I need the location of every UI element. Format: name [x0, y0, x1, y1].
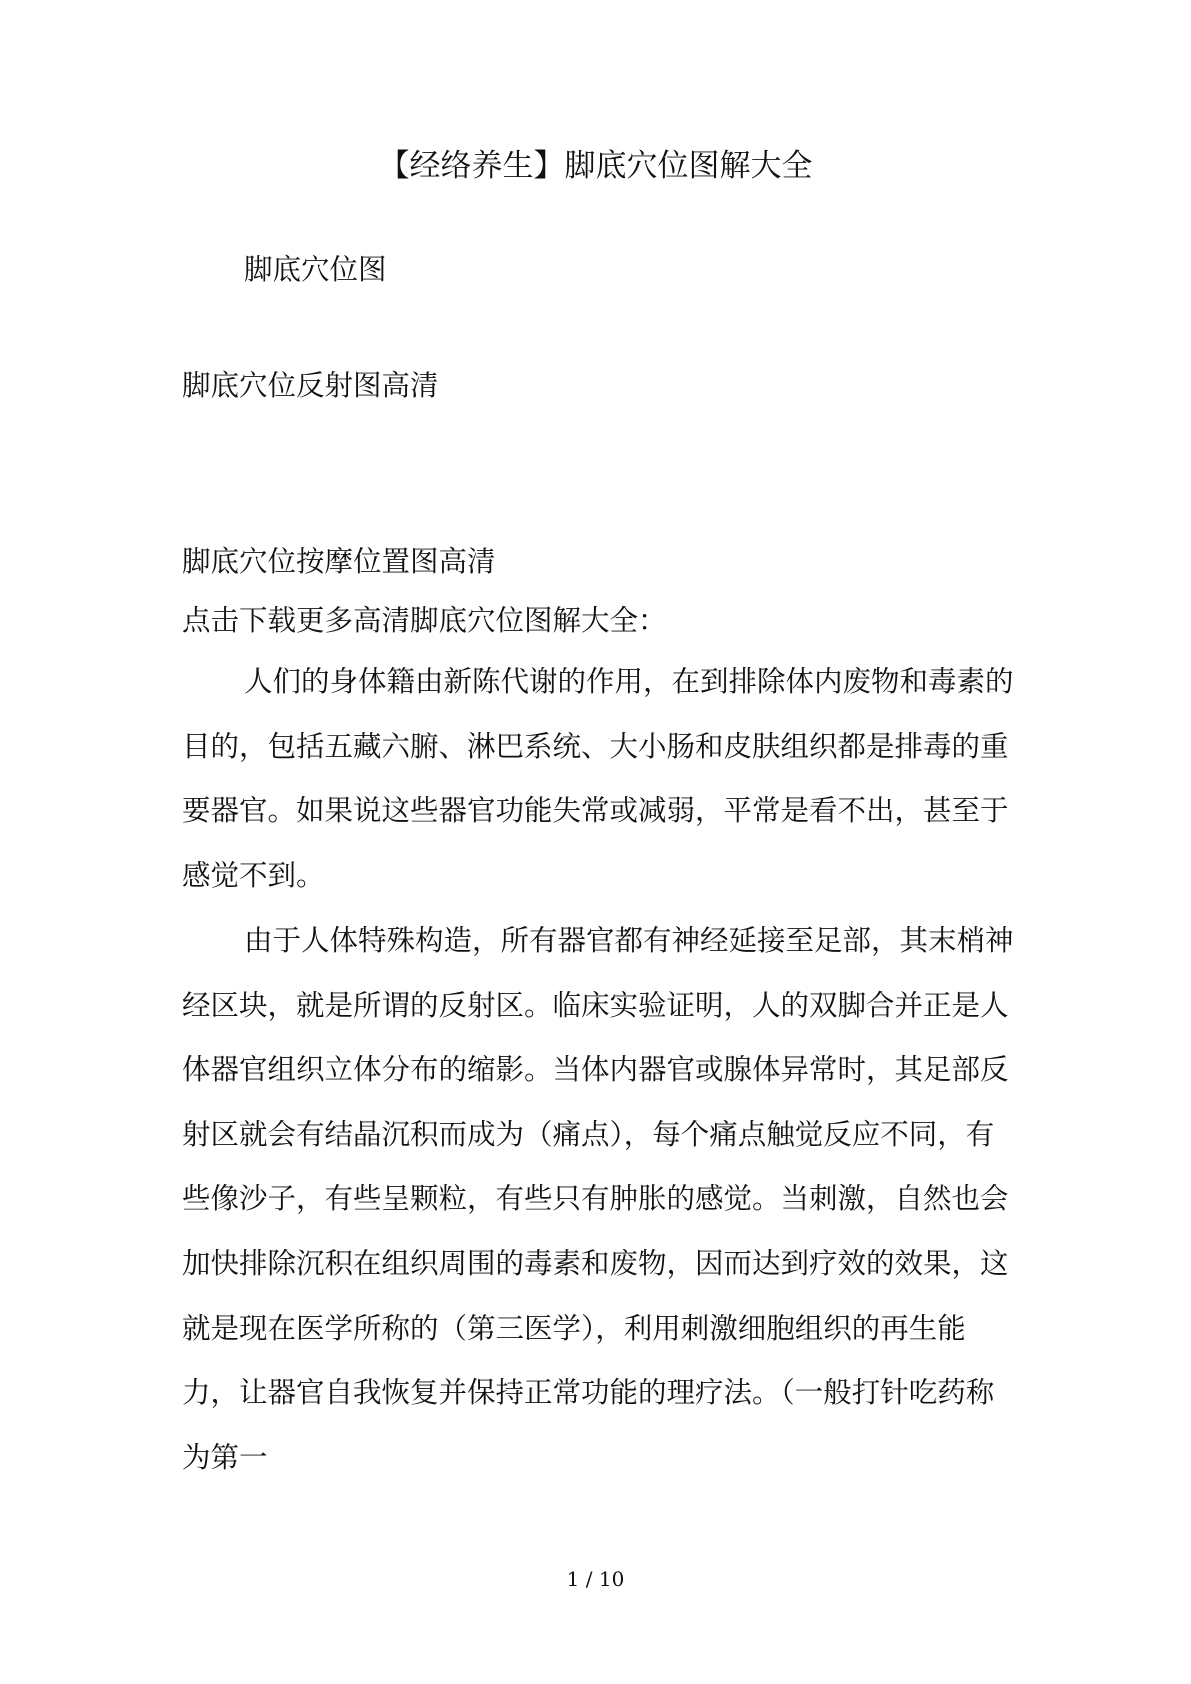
heading-massage-position-chart-hd: 脚底穴位按摩位置图高清: [182, 545, 496, 578]
heading-reflex-chart-hd: 脚底穴位反射图高清: [182, 369, 439, 402]
page-number: 1 / 10: [566, 1567, 625, 1591]
heading-foot-acupoint-chart: 脚底穴位图: [244, 253, 387, 286]
paragraph-metabolism: 人们的身体籍由新陈代谢的作用，在到排除体内废物和毒素的目的，包括五藏六腑、淋巴系统、大小肠和皮肤组织都是排毒的重要器官。如果说这些器官功能失常或减弱，平常是看不出，甚至于感觉不到。: [182, 665, 1014, 892]
document-title: 【经络养生】脚底穴位图解大全: [378, 148, 813, 184]
download-more-text: 点击下载更多高清脚底穴位图解大全：: [182, 604, 667, 637]
paragraph-reflex-zones: 由于人体特殊构造，所有器官都有神经延接至足部，其末梢神经区块，就是所谓的反射区。临床实验证明，人的双脚合并正是人体器官组织立体分布的缩影。当体内器官或腺体异常时，其足部反射区就会有结晶沉积而成为（痛点），每个痛点触觉反应不同，有些像沙子，有些呈颗粒，有些只有肿胀的感觉。当刺激，自然也会加快排除沉积在组织周围的毒素和废物，因而达到疗效的效果，这就是现在医学所称的（第三医学），利用刺激细胞组织的再生能力，让器官自我恢复并保持正常功能的理疗法。（一般打针吃药称为第一: [182, 924, 1014, 1474]
